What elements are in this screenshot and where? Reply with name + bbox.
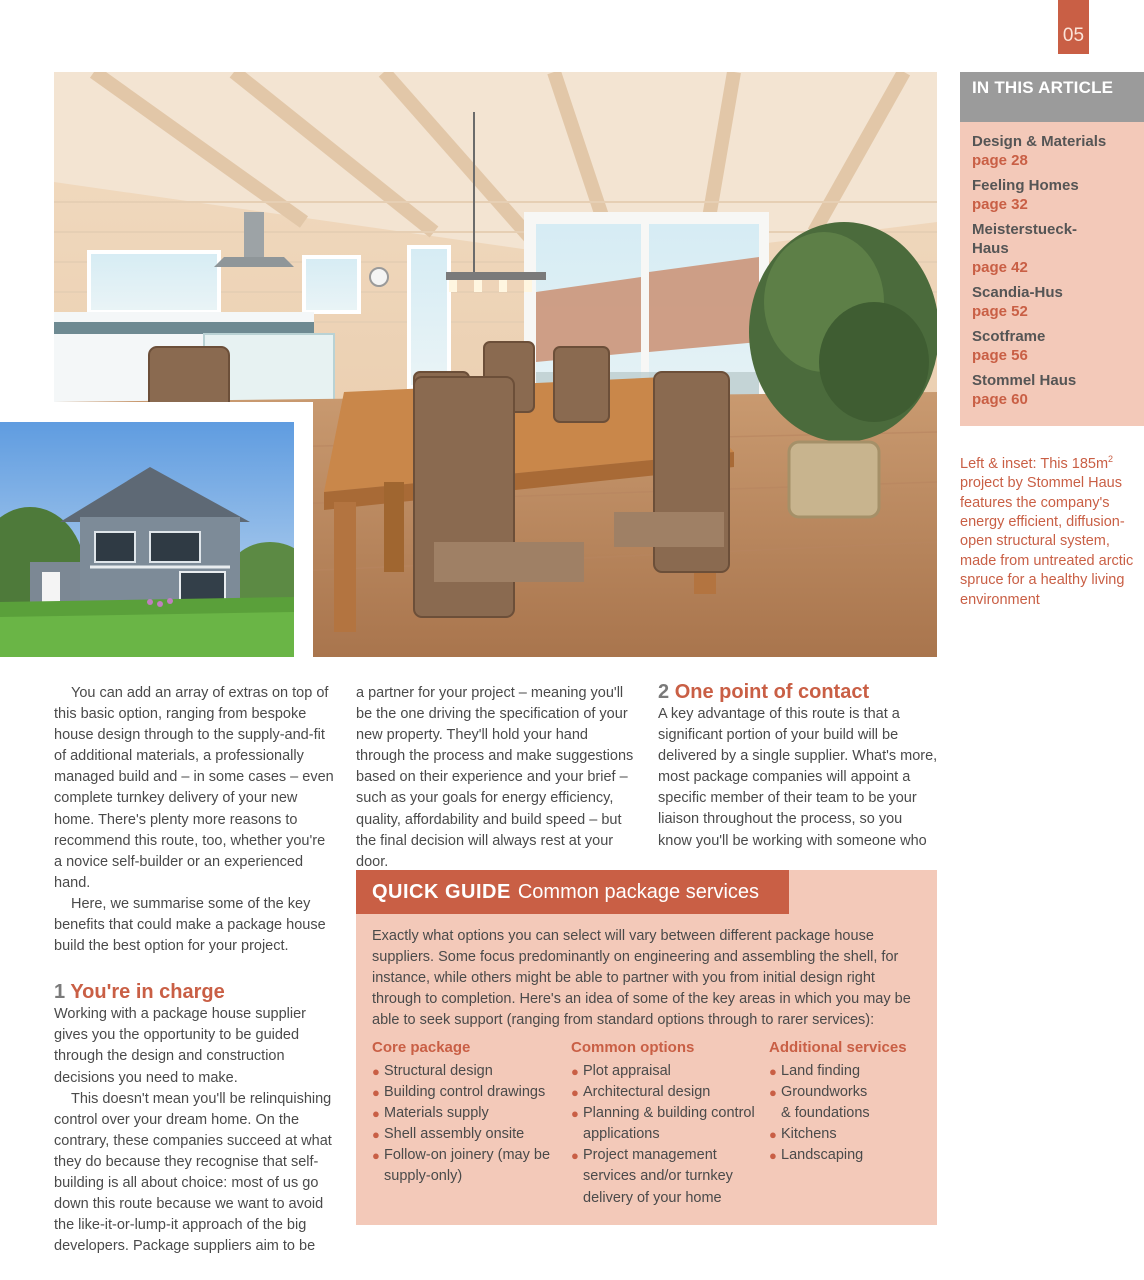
list-item: ● Groundworks & foundations (769, 1082, 879, 1124)
sidebar-item-page: page 32 (972, 196, 1028, 213)
sidebar-item-page: page 42 (972, 259, 1028, 276)
list-item: ● Architectural design (571, 1082, 761, 1103)
body-paragraph: A key advantage of this route is that a significant portion of your build will be delivered by a single supplier. What's more, most package companies will appoint a specific member of their team to be your liaison throughout the process, so you know you'll be working with someone who (658, 706, 938, 849)
guide-column-heading: Core package (372, 1039, 471, 1056)
quick-guide-intro: Exactly what options you can select will vary between different package house suppliers. Some focus predominantly on engineering and assembling the shell, for instance, while others might be able to partner with you from initial design right through to completion. Here's an idea of some of the key areas in which you may be able to seek support (ranging from standard options through to rarer services): (372, 928, 911, 1029)
sidebar-item-title: Meisterstueck-Haus (972, 221, 1078, 257)
body-paragraph: a partner for your project – meaning you'll be the one driving the specification of your new property. They'll hold your hand through the process and make suggestions based on their experience and your brief – such as your goals for energy efficiency, quality, affordability and build speed – but the final decision will always rest at your door. (356, 685, 634, 870)
sidebar-item-meisterstueck-haus[interactable] (972, 220, 1132, 277)
sidebar-item-title: Scotframe (972, 328, 1046, 345)
sidebar-item-page: page 56 (972, 347, 1028, 364)
article-column-3 (658, 680, 938, 852)
list-item: ● Planning & building control applications (571, 1103, 761, 1145)
article-column-1 (54, 683, 334, 1257)
sidebar-item-page: page 52 (972, 303, 1028, 320)
list-item: ● Land finding (769, 1061, 959, 1082)
guide-column-common-options (571, 1037, 761, 1209)
sidebar-item-stommel-haus[interactable] (972, 371, 1132, 409)
exterior-house-photo (0, 422, 294, 657)
list-item: ● Structural design (372, 1061, 562, 1082)
sidebar-item-scandia-hus[interactable] (972, 283, 1132, 321)
body-paragraph: Here, we summarise some of the key benefits that could make a package house build the best option for your project. (54, 895, 326, 955)
guide-column-core-package (372, 1037, 562, 1188)
list-item: ● Follow-on joinery (may be supply-only) (372, 1145, 562, 1187)
sidebar-item-title: Design & Materials (972, 133, 1107, 150)
exterior-photo-illustration (0, 422, 294, 657)
list-item: ● Building control drawings (372, 1082, 562, 1103)
list-item: ● Project management services and/or turnkey delivery of your home (571, 1145, 761, 1208)
guide-column-heading: Additional services (769, 1039, 907, 1056)
section-heading-1: 1 You're in charge (54, 981, 225, 1004)
sidebar-list (960, 122, 1144, 409)
body-paragraph: Working with a package house supplier gives you the opportunity to be guided through the design and construction decisions you need to make. (54, 1006, 307, 1086)
quick-guide-header (356, 870, 789, 914)
sidebar-item-scotframe[interactable] (972, 327, 1132, 365)
sidebar-item-page: page 60 (972, 391, 1028, 408)
sidebar-item-title: Feeling Homes (972, 177, 1079, 194)
section-heading-2: 2 One point of contact (658, 681, 870, 703)
guide-column-additional-services (769, 1037, 959, 1166)
guide-column-heading: Common options (571, 1039, 695, 1056)
quick-guide-box (356, 870, 937, 1225)
sidebar-heading: IN THIS ARTICLE (960, 72, 1144, 122)
list-item: ● Kitchens (769, 1124, 959, 1145)
body-paragraph: You can add an array of extras on top of this basic option, ranging from bespoke house design through to the supply-and-fit of additional materials, a professionally managed build and – in some cases – even complete turnkey delivery of your new home. There's plenty more reasons to recommend this route, too, whether you're a novice self-builder or an experienced hand. (54, 685, 334, 891)
sidebar-item-design-materials[interactable] (972, 132, 1132, 170)
list-item: ● Shell assembly onsite (372, 1124, 562, 1145)
list-item: ● Landscaping (769, 1145, 959, 1166)
article-column-2 (356, 683, 634, 873)
sidebar-item-title: Stommel Haus (972, 372, 1077, 389)
sidebar-item-title: Scandia-Hus (972, 284, 1063, 301)
list-item: ● Materials supply (372, 1103, 562, 1124)
page-number: 05 (1058, 0, 1089, 54)
sidebar-item-page: page 28 (972, 152, 1028, 169)
photo-caption: Left & inset: This $185m^2$ project by Stommel Haus features the company's energy efficient, diffusion-open structural system, made from untreated arctic spruce for a healthy living environment (960, 454, 1134, 608)
list-item: ● Plot appraisal (571, 1061, 761, 1082)
body-paragraph: This doesn't mean you'll be relinquishing control over your dream home. On the contrary, these companies succeed at what they do because they recognise that self-building is all about choice: most of us go down this route because we want to avoid the like-it-or-lump-it approach of the big developers. Package suppliers aim to be (54, 1090, 332, 1255)
in-this-article-box (960, 72, 1144, 426)
sidebar-item-feeling-homes[interactable] (972, 176, 1132, 214)
quick-guide-label: QUICK GUIDE (372, 880, 511, 903)
quick-guide-title: Common package services (517, 880, 760, 903)
